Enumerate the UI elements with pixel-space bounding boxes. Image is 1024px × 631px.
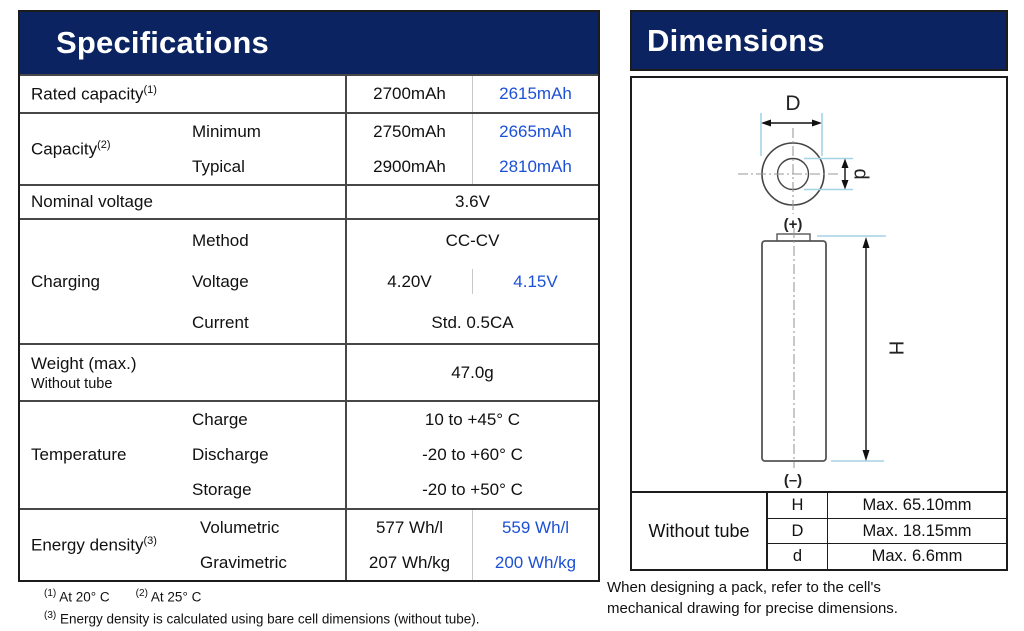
- charging-voltage-value-1: 4.20V: [387, 271, 432, 291]
- temperature-charge-label: Charge: [192, 409, 248, 429]
- temperature-charge-value: 10 to +45° C: [424, 409, 521, 429]
- table-row: [768, 543, 1006, 569]
- capacity-typical-value-2: 2810mAh: [472, 149, 598, 184]
- dim-value-D: Max. 18.15mm: [862, 521, 972, 540]
- footnote-3: $^{(3)}$ Energy density is calculated using bare cell dimensions (without tube).: [44, 610, 480, 627]
- dimensions-header: [630, 10, 1008, 71]
- d-arrowhead-bottom: [842, 180, 849, 190]
- height-H-label: H: [884, 340, 907, 356]
- temperature-label: Temperature: [31, 445, 127, 464]
- dimensions-table: [632, 491, 1006, 569]
- spec-row-weight: [20, 343, 598, 400]
- rated-capacity-label: Rated capacity$^{(1)}$: [31, 83, 157, 104]
- weight-sublabel: Without tube: [31, 375, 113, 392]
- spec-row-nominal-voltage: [20, 184, 598, 218]
- dim-symbol-H: H: [768, 493, 828, 518]
- table-row: [768, 518, 1006, 544]
- dim-symbol-d: d: [768, 544, 828, 569]
- d-arrowhead-top: [842, 159, 849, 169]
- specifications-panel: [18, 10, 600, 582]
- without-tube-label: Without tube: [632, 493, 768, 569]
- capacity-typical-label: Typical: [192, 156, 245, 176]
- energy-volumetric-value-2: 559 Wh/l: [472, 510, 598, 545]
- note-line-1: When designing a pack, refer to the cell's: [607, 579, 881, 596]
- inner-diameter-d-label: d: [849, 168, 872, 180]
- rated-capacity-value-2: 2615mAh: [472, 76, 598, 112]
- dimensions-title: Dimensions: [647, 22, 825, 58]
- diameter-D-label: D: [785, 92, 801, 115]
- dim-symbol-D: D: [768, 519, 828, 544]
- charging-current-value: Std. 0.5CA: [431, 312, 514, 332]
- footnote-1-2: $^{(1)}$ At 20° C $^{(2)}$ At 25° C: [44, 588, 202, 605]
- nominal-voltage-value: 3.6V: [455, 192, 490, 211]
- spec-row-temperature: [20, 400, 598, 508]
- energy-gravimetric-value-1: 207 Wh/kg: [368, 552, 451, 572]
- energy-volumetric-label: Volumetric: [200, 517, 280, 537]
- weight-value: 47.0g: [451, 362, 494, 382]
- dimensions-note: [607, 577, 947, 619]
- temperature-discharge-value: -20 to +60° C: [422, 444, 523, 464]
- spec-row-energy-density: [20, 508, 598, 580]
- D-arrowhead-left: [761, 120, 771, 127]
- temperature-storage-value: -20 to +50° C: [422, 480, 523, 500]
- specifications-header: [20, 12, 598, 74]
- dimensions-panel: [630, 76, 1008, 571]
- energy-gravimetric-label: Gravimetric: [200, 552, 287, 572]
- capacity-minimum-value-2: 2665mAh: [472, 114, 598, 149]
- capacity-label: Capacity$^{(2)}$: [31, 138, 111, 159]
- note-line-2: mechanical drawing for precise dimensions.: [607, 600, 898, 617]
- H-arrowhead-bottom: [863, 450, 870, 461]
- energy-density-label: Energy density$^{(3)}$: [31, 534, 157, 555]
- capacity-minimum-label: Minimum: [192, 121, 261, 141]
- temperature-storage-label: Storage: [192, 480, 252, 500]
- spec-row-capacity: [20, 112, 598, 184]
- positive-terminal-label: (+): [783, 216, 803, 233]
- capacity-typical-value-1: 2900mAh: [373, 156, 446, 176]
- specifications-title: Specifications: [56, 25, 269, 60]
- charging-method-value: CC-CV: [445, 230, 500, 250]
- charging-voltage-value-2: 4.15V: [513, 271, 558, 291]
- D-arrowhead-right: [812, 120, 822, 127]
- dim-value-d: Max. 6.6mm: [871, 547, 963, 566]
- charging-current-label: Current: [192, 312, 249, 332]
- spec-footnotes: [44, 586, 479, 631]
- H-arrowhead-top: [863, 237, 870, 248]
- dim-value-H: Max. 65.10mm: [862, 495, 972, 514]
- energy-volumetric-value-1: 577 Wh/l: [375, 517, 444, 537]
- negative-terminal-label: (–): [783, 472, 803, 489]
- spec-row-charging: [20, 218, 598, 343]
- cell-dimension-drawing: [632, 78, 1006, 491]
- table-row: [768, 493, 1006, 518]
- energy-gravimetric-value-2: 200 Wh/kg: [472, 545, 598, 580]
- capacity-minimum-value-1: 2750mAh: [373, 121, 446, 141]
- charging-method-label: Method: [192, 230, 249, 250]
- spec-row-rated-capacity: [20, 74, 598, 112]
- nominal-voltage-label: Nominal voltage: [31, 192, 153, 211]
- temperature-discharge-label: Discharge: [192, 444, 269, 464]
- weight-label: Weight (max.): [31, 353, 137, 373]
- charging-label: Charging: [31, 271, 100, 291]
- charging-voltage-label: Voltage: [192, 271, 249, 291]
- rated-capacity-value-1: 2700mAh: [373, 84, 446, 103]
